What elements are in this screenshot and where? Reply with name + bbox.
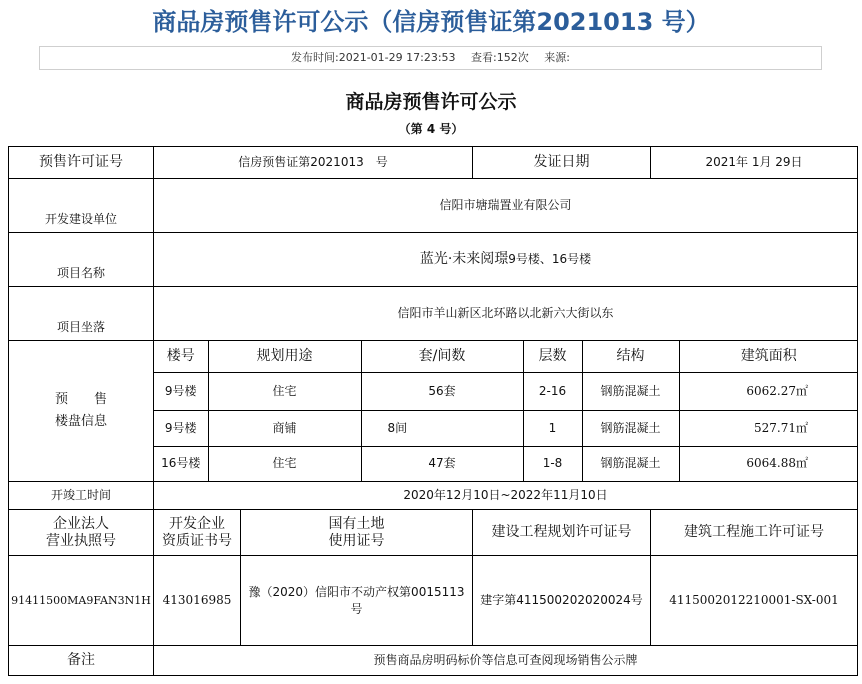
permit-no-label: 预售许可证号 <box>9 147 154 179</box>
floors-cell: 1-8 <box>523 446 582 481</box>
area-cell: 6062.27㎡ <box>679 372 858 410</box>
area-cell: 6064.88㎡ <box>679 446 858 481</box>
project-name-value <box>154 233 858 287</box>
units-cell: 8间 <box>361 410 523 446</box>
col-building: 楼号 <box>154 341 208 372</box>
view-count-label: 查看: <box>471 51 497 64</box>
license-header-line1: 企业法人 <box>53 515 109 532</box>
col-area: 建筑面积 <box>679 341 858 372</box>
structure-cell: 钢筋混凝土 <box>582 410 679 446</box>
land-cert-header-line2: 使用证号 <box>328 532 385 549</box>
permit-no-value: 信房预售证第2021013 号 <box>154 147 473 179</box>
developer-value: 信阳市塘瑞置业有限公司 <box>154 179 858 233</box>
remark-label: 备注 <box>9 646 154 676</box>
table-row <box>154 372 858 410</box>
col-use: 规划用途 <box>208 341 361 372</box>
project-name-label: 项目名称 <box>9 233 154 287</box>
area-cell: 527.71㎡ <box>679 410 858 446</box>
publish-time <box>291 51 456 64</box>
construction-permit-header: 建筑工程施工许可证号 <box>651 510 858 556</box>
location-label: 项目坐落 <box>9 287 154 341</box>
col-structure: 结构 <box>582 341 679 372</box>
location-row <box>9 287 858 341</box>
units-cell: 47套 <box>361 446 523 481</box>
project-name-buildings: 9号楼、16号楼 <box>508 252 592 266</box>
remark-value: 预售商品房明码标价等信息可查阅现场销售公示牌 <box>154 646 858 676</box>
structure-cell: 钢筋混凝土 <box>582 372 679 410</box>
project-name-row <box>9 233 858 287</box>
document-title: 商品房预售许可公示 <box>345 91 517 113</box>
building-info-label <box>9 341 154 482</box>
building-cell: 9号楼 <box>154 410 208 446</box>
issue-date-value: 2021年 1月 29日 <box>651 147 858 179</box>
building-table-header <box>154 341 858 372</box>
qualification-header <box>154 510 241 556</box>
construction-row <box>9 482 858 510</box>
use-cell: 住宅 <box>208 372 361 410</box>
license-header-line2: 营业执照号 <box>46 532 116 549</box>
construction-label: 开竣工时间 <box>9 482 154 510</box>
table-row <box>154 446 858 481</box>
floors-cell: 1 <box>523 410 582 446</box>
document-number: （第 4 号） <box>398 122 464 136</box>
planning-permit-value: 建字第411500202020024号 <box>473 556 651 646</box>
certificate-value-row <box>9 556 858 646</box>
building-table <box>154 341 858 481</box>
qualification-header-line1: 开发企业 <box>169 515 225 532</box>
building-cell: 16号楼 <box>154 446 208 481</box>
remark-row <box>9 646 858 676</box>
developer-row <box>9 179 858 233</box>
construction-permit-value: 4115002012210001-SX-001 <box>651 556 858 646</box>
publish-time-value: 2021-01-29 17:23:53 <box>338 51 456 64</box>
construction-value: 2020年12月10日~2022年11月10日 <box>154 482 858 510</box>
land-cert-value: 豫（2020）信阳市不动产权第0015113号 <box>241 556 473 646</box>
developer-label: 开发建设单位 <box>9 179 154 233</box>
units-cell: 56套 <box>361 372 523 410</box>
col-floors: 层数 <box>523 341 582 372</box>
certificate-header-row <box>9 510 858 556</box>
qualification-value: 413016985 <box>154 556 241 646</box>
view-count-value: 152次 <box>496 51 529 64</box>
table-row <box>154 410 858 446</box>
building-info-row <box>9 341 858 482</box>
structure-cell: 钢筋混凝土 <box>582 446 679 481</box>
land-cert-header <box>241 510 473 556</box>
source <box>544 51 570 64</box>
publish-meta-bar <box>39 46 822 70</box>
source-label: 来源: <box>544 51 570 64</box>
use-cell: 商铺 <box>208 410 361 446</box>
permit-row <box>9 147 858 179</box>
qualification-header-line2: 资质证书号 <box>162 532 232 549</box>
location-value: 信阳市羊山新区北环路以北新六大街以东 <box>154 287 858 341</box>
view-count <box>471 51 529 64</box>
page-title: 商品房预售许可公示（信房预售证第2021013 号） <box>152 8 710 36</box>
license-value: 91411500MA9FAN3N1H <box>9 556 154 646</box>
building-info-cell <box>154 341 858 482</box>
project-name-main: 蓝光·未来阅璟 <box>419 251 509 267</box>
use-cell: 住宅 <box>208 446 361 481</box>
issue-date-label: 发证日期 <box>473 147 651 179</box>
presale-permit-table <box>8 146 858 676</box>
license-header <box>9 510 154 556</box>
col-units: 套/间数 <box>361 341 523 372</box>
planning-permit-header: 建设工程规划许可证号 <box>473 510 651 556</box>
floors-cell: 2-16 <box>523 372 582 410</box>
building-info-label-line2: 楼盘信息 <box>54 414 107 429</box>
building-cell: 9号楼 <box>154 372 208 410</box>
building-info-label-line1: 预 售 <box>54 392 107 407</box>
land-cert-header-line1: 国有土地 <box>328 515 385 532</box>
publish-time-label: 发布时间: <box>291 51 339 64</box>
